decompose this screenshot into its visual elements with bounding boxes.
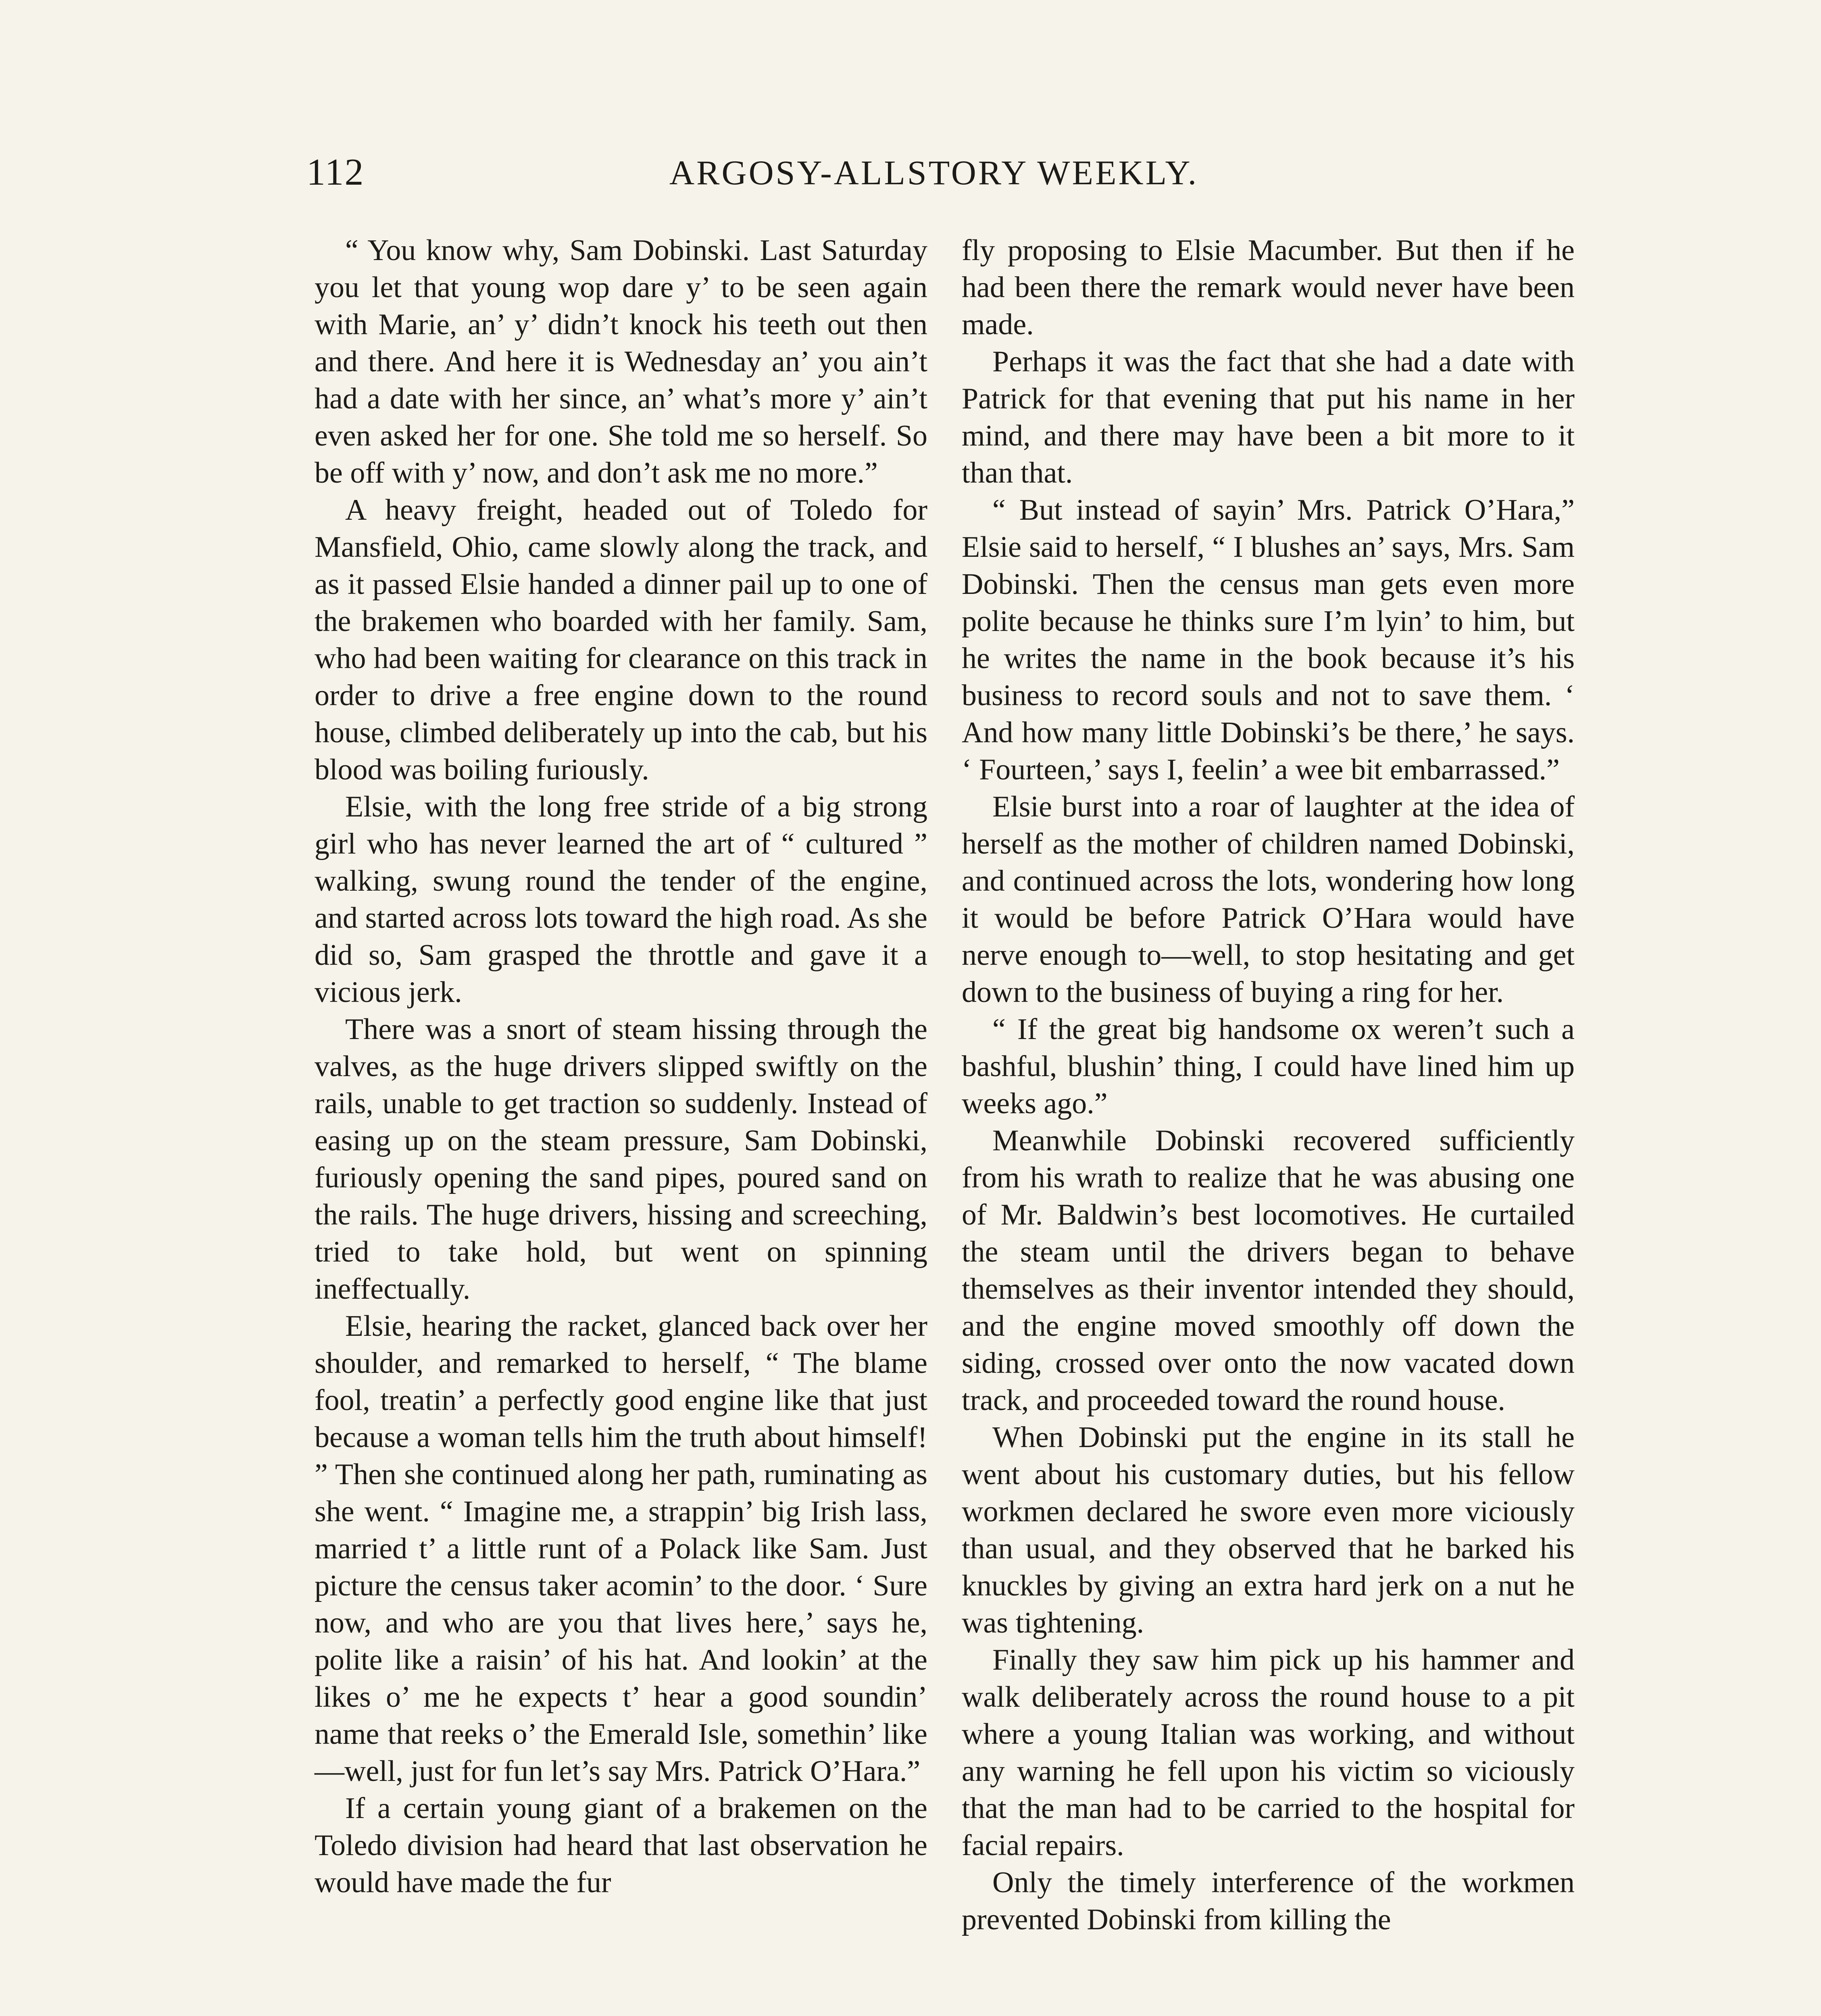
paragraph: “ You know why, Sam Dobinski. Last Saturday you let that young wop dare y’ to be seen again with Marie, an’ y’ didn’t knock his teeth out then and there. And here it is Wednesday an’ you ain’t had a date with her since, an’ what’s more y’ ain’t even asked her for one. She told me so herself. So be off with y’ now, and don’t ask me no more.” xyxy=(315,234,927,489)
left-column xyxy=(315,232,927,1901)
paragraph: There was a snort of steam hissing through the valves, as the huge drivers slipped swiftly on the rails, unable to get traction so suddenly. Instead of easing up on the steam pressure, Sam Dobinski, furiously opening the sand pipes, poured sand on the rails. The huge drivers, hissing and screeching, tried to take hold, but went on spinning ineffectually. xyxy=(315,1013,927,1306)
paragraph: Perhaps it was the fact that she had a date with Patrick for that evening that put his name in her mind, and there may have been a bit more to it than that. xyxy=(962,345,1575,489)
paragraph: A heavy freight, headed out of Toledo for Mansfield, Ohio, came slowly along the track, and as it passed Elsie handed a dinner pail up to one of the brakemen who boarded with her family. Sam, who had been waiting for clearance on this track in order to drive a free engine down to the round house, climbed deliberately up into the cab, but his blood was boiling furiously. xyxy=(315,494,927,786)
paragraph: Elsie burst into a roar of laughter at the idea of herself as the mother of children named Dobinski, and continued across the lots, wondering how long it would be before Patrick O’Hara would have nerve enough to—well, to stop hesitating and get down to the business of buying a ring for her. xyxy=(962,790,1575,1009)
paragraph: “ If the great big handsome ox weren’t such a bashful, blushin’ thing, I could have lined him up weeks ago.” xyxy=(962,1013,1575,1120)
paragraph: If a certain young giant of a brakemen on the Toledo division had heard that last observation he would have made the fur xyxy=(315,1792,927,1899)
right-column xyxy=(962,232,1575,1938)
continued-paragraph: fly proposing to Elsie Macumber. But then if he had been there the remark would never have been made. xyxy=(962,234,1575,341)
paragraph: Only the timely interference of the workmen prevented Dobinski from killing the xyxy=(962,1866,1575,1936)
paragraph: Meanwhile Dobinski recovered sufficiently from his wrath to realize that he was abusing one of Mr. Baldwin’s best locomotives. He curtailed the steam until the drivers began to behave themselves as their inventor intended they should, and the engine moved smoothly off down the siding, crossed over onto the now vacated down track, and proceeded toward the round house. xyxy=(962,1124,1575,1417)
paragraph: When Dobinski put the engine in its stall he went about his customary duties, but his fellow workmen declared he swore even more viciously than usual, and they observed that he barked his knuckles by giving an extra hard jerk on a nut he was tightening. xyxy=(962,1421,1575,1639)
page-number: 112 xyxy=(306,151,365,193)
paragraph: Elsie, with the long free stride of a big strong girl who has never learned the art of “ cultured ” walking, swung round the tender of the engine, and started across lots toward the high road. As she did so, Sam grasped the throttle and gave it a vicious jerk. xyxy=(315,790,927,1009)
paragraph: Finally they saw him pick up his hammer and walk deliberately across the round house to a pit where a young Italian was working, and without any warning he fell upon his victim so viciously that the man had to be carried to the hospital for facial repairs. xyxy=(962,1643,1575,1862)
paragraph: Elsie, hearing the racket, glanced back over her shoulder, and remarked to herself, “ The blame fool, treatin’ a perfectly good engine like that just because a woman tells him the truth about himself! ” Then she continued along her path, ruminating as she went. “ Imagine me, a strappin’ big Irish lass, married t’ a little runt of a Polack like Sam. Just picture the census taker acomin’ to the door. ‘ Sure now, and who are you that lives here,’ says he, polite like a raisin’ of his hat. And lookin’ at the likes o’ me he expects t’ hear a good soundin’ name that reeks o’ the Emerald Isle, somethin’ like—well, just for fun let’s say Mrs. Patrick O’Hara.” xyxy=(315,1310,927,1788)
running-title: ARGOSY-ALLSTORY WEEKLY. xyxy=(669,153,1199,192)
paragraph: “ But instead of sayin’ Mrs. Patrick O’Hara,” Elsie said to herself, “ I blushes an’ says, Mrs. Sam Dobinski. Then the census man gets even more polite because he thinks sure I’m lyin’ to him, but he writes the name in the book because it’s his business to record souls and not to save them. ‘ And how many little Dobinski’s be there,’ he says. ‘ Fourteen,’ says I, feelin’ a wee bit embarrassed.” xyxy=(962,494,1575,786)
